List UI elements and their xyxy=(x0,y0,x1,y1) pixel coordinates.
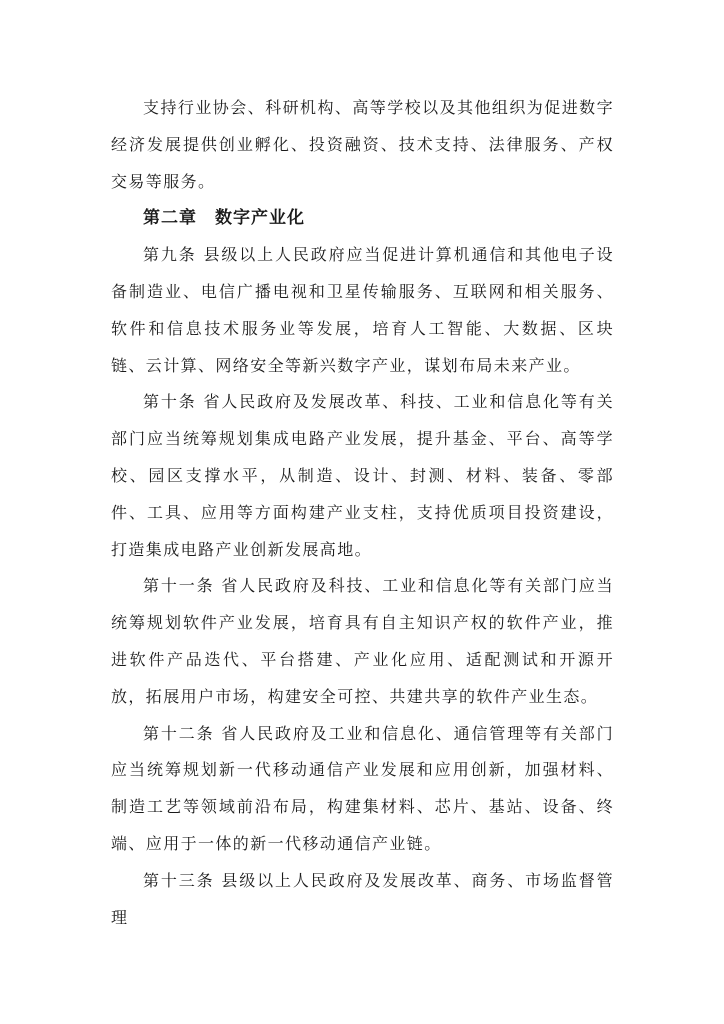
article-13: 第十三条 县级以上人民政府及发展改革、商务、市场监督管理 xyxy=(111,870,614,927)
article-10: 第十条 省人民政府及发展改革、科技、工业和信息化等有关部门应当统筹规划集成电路产业发展，提升基金、平台、高等学校、园区支撑水平，从制造、设计、封测、材料、装备、零部件、工具、应用等方面构建产业支柱，支持优质项目投资建设，打造集成电路产业创新发展高地。 xyxy=(111,392,614,559)
document-body xyxy=(111,90,614,936)
article-11: 第十一条 省人民政府及科技、工业和信息化等有关部门应当统筹规划软件产业发展，培育具有自主知识产权的软件产业，推进软件产品迭代、平台搭建、产业化应用、适配测试和开源开放，拓展用户市场，构建安全可控、共建共享的软件产业生态。 xyxy=(111,576,614,706)
paragraph-digital-economy-support: 支持行业协会、科研机构、高等学校以及其他组织为促进数字经济发展提供创业孵化、投资融资、技术支持、法律服务、产权交易等服务。 xyxy=(111,98,614,191)
article-12: 第十二条 省人民政府及工业和信息化、通信管理等有关部门应当统筹规划新一代移动通信产业发展和应用创新，加强材料、制造工艺等领域前沿布局，构建集材料、芯片、基站、设备、终端、应用于一体的新一代移动通信产业链。 xyxy=(111,723,614,853)
article-9: 第九条 县级以上人民政府应当促进计算机通信和其他电子设备制造业、电信广播电视和卫星传输服务、互联网和相关服务、软件和信息技术服务业等发展，培育人工智能、大数据、区块链、云计算、网络安全等新兴数字产业，谋划布局未来产业。 xyxy=(111,245,614,375)
chapter-heading: 第二章 数字产业化 xyxy=(143,208,305,229)
